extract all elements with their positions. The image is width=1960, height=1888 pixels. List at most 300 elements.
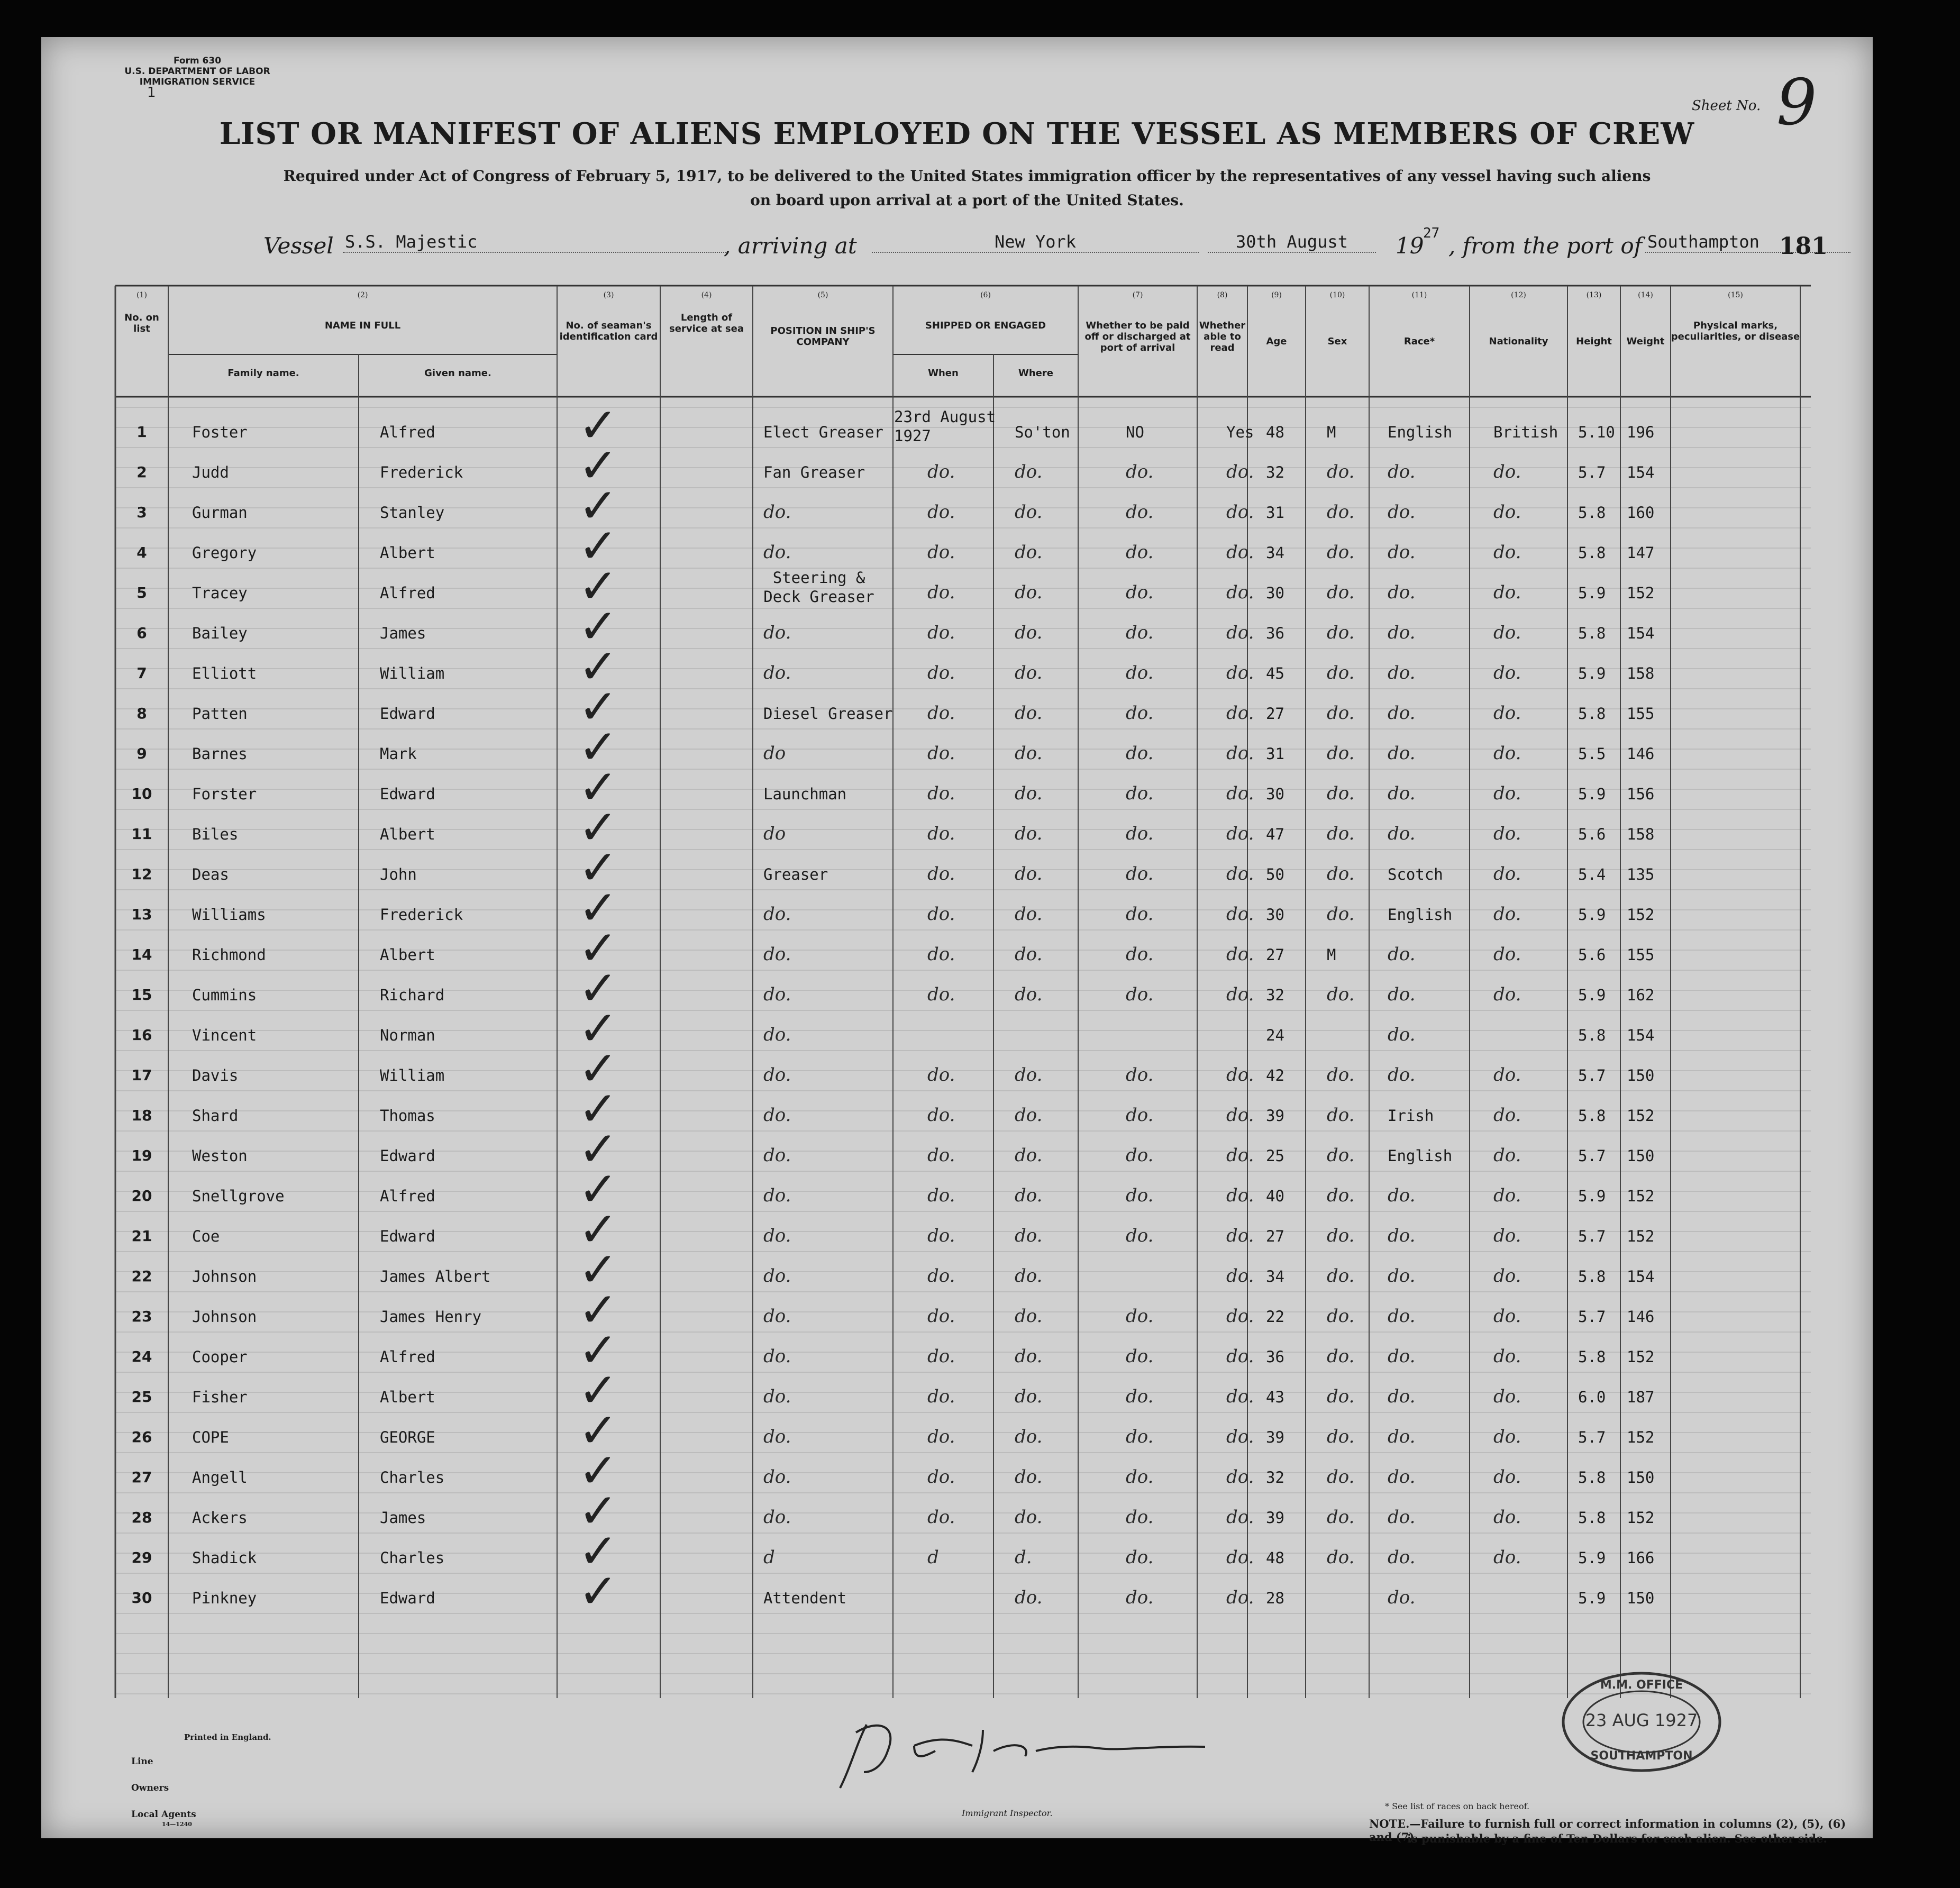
sex: do. [1327,1185,1355,1206]
able-to-read: do. [1226,582,1254,603]
check-mark-icon: ✓ [578,1282,618,1338]
given-name: Edward [380,1589,435,1607]
given-name: James Albert [380,1267,491,1285]
height: 5.9 [1578,906,1606,924]
row-number: 4 [136,544,147,561]
nationality: do. [1493,1547,1521,1568]
able-to-read: do. [1226,1507,1254,1528]
row-number: 12 [131,865,152,883]
given-name: Stanley [380,504,445,522]
paid-off: do. [1126,1587,1154,1608]
height: 5.7 [1578,1227,1606,1245]
family-name: Judd [192,463,229,481]
weight: 152 [1627,1428,1655,1446]
given-name: Alfred [380,423,435,441]
service: IMMIGRATION SERVICE [139,77,256,87]
race: do. [1388,1064,1416,1086]
given-name: Albert [380,544,435,562]
age: 48 [1266,423,1284,441]
header-name-in-full: NAME IN FULL [324,320,401,331]
race: English [1388,423,1453,441]
position: d [763,1547,775,1568]
nationality: do. [1493,783,1521,804]
age: 39 [1266,1509,1284,1527]
paid-off: do. [1126,1105,1154,1126]
position: Greaser [763,865,828,883]
shipped-where: do. [1015,1185,1043,1206]
height: 5.8 [1578,1469,1606,1486]
age: 45 [1266,664,1284,682]
given-name: Edward [380,785,435,803]
able-to-read: do. [1226,622,1254,643]
check-mark-icon: ✓ [578,1524,618,1579]
weight: 152 [1627,1187,1655,1205]
weight: 156 [1627,785,1655,803]
sex: do. [1327,461,1355,482]
sex: do. [1327,1225,1355,1246]
check-mark-icon: ✓ [578,880,618,936]
age: 27 [1266,1227,1284,1245]
header-id-card: No. of seaman's identification card [559,320,658,342]
check-mark-icon: ✓ [578,961,618,1016]
row-number: 18 [131,1107,152,1124]
check-mark-icon: ✓ [578,599,618,654]
race: do. [1388,1346,1416,1367]
family-name: Williams [192,906,266,924]
weight: 196 [1627,423,1655,441]
position: do. [763,1145,791,1166]
paid-off: do. [1126,743,1154,764]
check-mark-icon: ✓ [578,398,618,453]
height: 5.6 [1578,825,1606,843]
penalty-note-1: NOTE.—Failure to furnish full or correct information in columns (2), (5), (6) and (7) [1369,1817,1846,1844]
column-number: (1) [136,291,147,299]
from-label: , from the port of [1448,233,1643,259]
line-label: Line [131,1756,153,1767]
column-number: (8) [1217,291,1228,299]
position: do. [763,944,791,965]
shipped-where: do. [1015,1466,1043,1488]
able-to-read: do. [1226,1225,1254,1246]
shipped-where: do. [1015,662,1043,683]
height: 5.7 [1578,1308,1606,1326]
height: 5.8 [1578,705,1606,723]
nationality: do. [1493,863,1521,884]
position: do. [763,1306,791,1327]
family-name: Fisher [192,1388,248,1406]
row-number: 14 [131,946,152,963]
check-mark-icon: ✓ [578,800,618,855]
paid-off: do. [1126,1064,1154,1086]
given-name: William [380,664,445,682]
check-mark-icon: ✓ [578,478,618,534]
arriving-label: , arriving at [724,233,857,259]
paid-off: do. [1126,461,1154,482]
weight: 152 [1627,906,1655,924]
age: 32 [1266,986,1284,1004]
able-to-read: do. [1226,1346,1254,1367]
from-port: Southampton [1645,232,1850,253]
weight: 147 [1627,544,1655,562]
paid-off: do. [1126,703,1154,724]
row-number: 26 [131,1428,152,1446]
sex: do. [1327,542,1355,563]
race: do. [1388,984,1416,1005]
weight: 152 [1627,1348,1655,1366]
column-number: (3) [603,291,614,299]
column-number: (2) [357,291,368,299]
race: do. [1388,1306,1416,1327]
able-to-read: do. [1226,1064,1254,1086]
height: 5.7 [1578,463,1606,481]
row-number: 29 [131,1549,152,1566]
age: 30 [1266,584,1284,602]
height: 5.7 [1578,1428,1606,1446]
given-name: James Henry [380,1308,482,1326]
header-age: Age [1266,336,1287,347]
able-to-read: do. [1226,1185,1254,1206]
given-name: Alfred [380,1348,435,1366]
shipped-when: do. [927,984,955,1005]
weight: 158 [1627,664,1655,682]
race: do. [1388,582,1416,603]
height: 5.8 [1578,504,1606,522]
penalty-note-2: is punishable by a fine of Ten Dollars for each alien. See other side. [1407,1832,1827,1845]
sex: do. [1327,904,1355,925]
check-mark-icon: ✓ [578,1202,618,1257]
given-name: GEORGE [380,1428,435,1446]
nationality: do. [1493,582,1521,603]
shipped-where: do. [1015,1064,1043,1086]
given-name: James [380,624,426,642]
weight: 155 [1627,705,1655,723]
height: 5.8 [1578,1107,1606,1125]
sex: do. [1327,1507,1355,1528]
race: do. [1388,743,1416,764]
header-shipped: SHIPPED OR ENGAGED [925,320,1046,331]
header-when: When [928,368,959,379]
height: 6.0 [1578,1388,1606,1406]
sheet-no-value: 9 [1776,66,1817,140]
shipped-when: do. [927,1145,955,1166]
check-mark-icon: ✓ [578,1322,618,1378]
nationality: do. [1493,1265,1521,1287]
age: 47 [1266,825,1284,843]
check-mark-icon: ✓ [578,679,618,735]
nationality: do. [1493,984,1521,1005]
nationality: do. [1493,944,1521,965]
race: do. [1388,703,1416,724]
height: 5.9 [1578,1549,1606,1567]
height: 5.8 [1578,624,1606,642]
check-mark-icon: ✓ [578,1242,618,1298]
nationality: British [1493,423,1558,441]
sex: do. [1327,1306,1355,1327]
shipped-where: do. [1015,542,1043,563]
given-name: Alfred [380,584,435,602]
age: 34 [1266,1267,1284,1285]
family-name: Bailey [192,624,248,642]
stamp-date: 23 AUG 1927 [1585,1710,1698,1730]
row-number: 8 [136,705,147,722]
shipped-where: do. [1015,1265,1043,1287]
column-number: (4) [701,291,712,299]
sex: do. [1327,1265,1355,1287]
sex: do. [1327,863,1355,884]
shipped-where: do. [1015,904,1043,925]
nationality: do. [1493,904,1521,925]
paid-off: do. [1126,1306,1154,1327]
stamp-bottom: SOUTHAMPTON [1590,1749,1693,1763]
position: Elect Greaser [763,423,883,441]
row-number: 3 [136,504,147,521]
weight: 150 [1627,1066,1655,1084]
row-number: 1 [136,423,147,441]
office-stamp [1560,1669,1724,1775]
family-name: Gregory [192,544,257,562]
shipped-where: do. [1015,823,1043,844]
given-name: Charles [380,1549,445,1567]
family-name: Coe [192,1227,220,1245]
height: 5.10 [1578,423,1615,441]
subtitle-line-1: Required under Act of Congress of February 5, 1917, to be delivered to the United States immigration officer by the representatives of any vessel having such aliens [283,167,1651,185]
given-name: Albert [380,946,435,964]
position: do. [763,1105,791,1126]
shipped-when: do. [927,1507,955,1528]
able-to-read: do. [1226,461,1254,482]
weight: 146 [1627,1308,1655,1326]
shipped-when: do. [927,1105,955,1126]
able-to-read: do. [1226,1105,1254,1126]
nationality: do. [1493,461,1521,482]
header-given-name: Given name. [424,368,491,379]
check-mark-icon: ✓ [578,1403,618,1458]
owners-label: Owners [131,1783,169,1793]
check-mark-icon: ✓ [578,840,618,896]
nationality: do. [1493,1145,1521,1166]
nationality: do. [1493,1386,1521,1407]
race: do. [1388,783,1416,804]
race: do. [1388,1386,1416,1407]
shipped-when: do. [927,1346,955,1367]
row-number: 17 [131,1066,152,1084]
shipped-when: do. [927,662,955,683]
height: 5.9 [1578,785,1606,803]
height: 5.8 [1578,1026,1606,1044]
local-agents-label: Local Agents [131,1809,196,1820]
height: 5.9 [1578,1589,1606,1607]
position: do. [763,1024,791,1045]
race: do. [1388,1466,1416,1488]
paid-off: NO [1126,423,1144,441]
subtitle-line-2: on board upon arrival at a port of the United States. [750,191,1184,209]
family-name: Cummins [192,986,257,1004]
shipped-when: do. [927,582,955,603]
nationality: do. [1493,1105,1521,1126]
race: do. [1388,501,1416,523]
header-position: POSITION IN SHIP'S COMPANY [770,325,876,348]
race: do. [1388,1265,1416,1287]
column-number: (5) [817,291,828,299]
position: do. [763,542,791,563]
row-number: 30 [131,1589,152,1607]
race: do. [1388,1225,1416,1246]
family-name: Vincent [192,1026,257,1044]
family-name: Cooper [192,1348,248,1366]
sex: do. [1327,1547,1355,1568]
check-mark-icon: ✓ [578,1363,618,1418]
able-to-read: do. [1226,1547,1254,1568]
height: 5.9 [1578,1187,1606,1205]
position: do. [763,1507,791,1528]
shipped-when: do. [927,1386,955,1407]
position: Launchman [763,785,847,803]
row-number: 7 [136,664,147,682]
height: 5.6 [1578,946,1606,964]
nationality: do. [1493,542,1521,563]
position: do [763,823,786,844]
family-name: Barnes [192,745,248,763]
sex: do. [1327,783,1355,804]
nationality: do. [1493,1064,1521,1086]
family-name: Weston [192,1147,248,1165]
column-number: (9) [1271,291,1282,299]
row-number: 21 [131,1227,152,1245]
row-number: 2 [136,463,147,481]
given-name: William [380,1066,445,1084]
shipped-where: do. [1015,743,1043,764]
age: 36 [1266,1348,1284,1366]
age: 28 [1266,1589,1284,1607]
age: 43 [1266,1388,1284,1406]
header-family-name: Family name. [227,368,299,379]
race: do. [1388,823,1416,844]
family-name: Richmond [192,946,266,964]
race: do. [1388,1547,1416,1568]
year-suffix: 27 [1423,225,1440,241]
weight: 154 [1627,624,1655,642]
weight: 155 [1627,946,1655,964]
shipped-where: do. [1015,984,1043,1005]
height: 5.4 [1578,865,1606,883]
weight: 166 [1627,1549,1655,1567]
family-name: Gurman [192,504,248,522]
race: Irish [1388,1107,1434,1125]
weight: 162 [1627,986,1655,1004]
check-mark-icon: ✓ [578,1162,618,1217]
age: 32 [1266,463,1284,481]
height: 5.9 [1578,664,1606,682]
row-number: 11 [131,825,152,843]
stamp-top: M.M. OFFICE [1600,1679,1683,1692]
position: do. [763,1346,791,1367]
shipped-when: do. [927,542,955,563]
height: 5.8 [1578,1267,1606,1285]
shipped-where: do. [1015,1426,1043,1447]
given-name: Mark [380,745,417,763]
given-name: Edward [380,705,435,723]
header-weight: Weight [1626,336,1665,347]
family-name: Davis [192,1066,239,1084]
paid-off: do. [1126,1386,1154,1407]
nationality: do. [1493,1306,1521,1327]
header-where: Where [1018,368,1053,379]
shipped-when: do. [927,863,955,884]
family-name: Shadick [192,1549,257,1567]
race: Scotch [1388,865,1443,883]
given-name: John [380,865,417,883]
family-name: COPE [192,1428,229,1446]
given-name: Thomas [380,1107,435,1125]
nationality: do. [1493,1507,1521,1528]
arriving-port: New York [872,232,1199,253]
given-name: Richard [380,986,445,1004]
able-to-read: do. [1226,823,1254,844]
weight: 154 [1627,463,1655,481]
check-mark-icon: ✓ [578,1001,618,1056]
shipped-where: do. [1015,461,1043,482]
race: do. [1388,1507,1416,1528]
check-mark-icon: ✓ [578,438,618,494]
manifest-sheet [41,37,1873,1845]
row-number: 13 [131,906,152,923]
height: 5.8 [1578,1348,1606,1366]
age: 31 [1266,745,1284,763]
paid-off: do. [1126,783,1154,804]
weight: 152 [1627,584,1655,602]
column-number: (6) [980,291,991,299]
position: do. [763,1225,791,1246]
age: 31 [1266,504,1284,522]
height: 5.5 [1578,745,1606,763]
age: 25 [1266,1147,1284,1165]
inspector-signature [835,1714,1216,1793]
sex: do. [1327,1145,1355,1166]
family-name: Elliott [192,664,257,682]
check-mark-icon: ✓ [578,639,618,695]
position: do. [763,1426,791,1447]
weight: 146 [1627,745,1655,763]
header-sex: Sex [1327,336,1347,347]
sex: do. [1327,1105,1355,1126]
race: do. [1388,1426,1416,1447]
row-number: 10 [131,785,152,802]
row-number: 22 [131,1267,152,1285]
able-to-read: do. [1226,1306,1254,1327]
given-name: Frederick [380,906,463,924]
shipped-where: do. [1015,1346,1043,1367]
able-to-read: do. [1226,662,1254,683]
race: do. [1388,461,1416,482]
weight: 158 [1627,825,1655,843]
check-mark-icon: ✓ [578,719,618,775]
header-no: No. on list [124,312,159,334]
age: 34 [1266,544,1284,562]
header-race: Race* [1403,336,1435,347]
shipped-when: do. [927,944,955,965]
age: 22 [1266,1308,1284,1326]
family-name: Johnson [192,1267,257,1285]
row-number: 27 [131,1469,152,1486]
race: do. [1388,542,1416,563]
agents-code: 14—1240 [162,1821,192,1828]
column-number: (12) [1511,291,1526,299]
shipped-where: do. [1015,622,1043,643]
family-name: Biles [192,825,239,843]
paid-off: do. [1126,1547,1154,1568]
position: do. [763,662,791,683]
check-mark-icon: ✓ [578,920,618,976]
